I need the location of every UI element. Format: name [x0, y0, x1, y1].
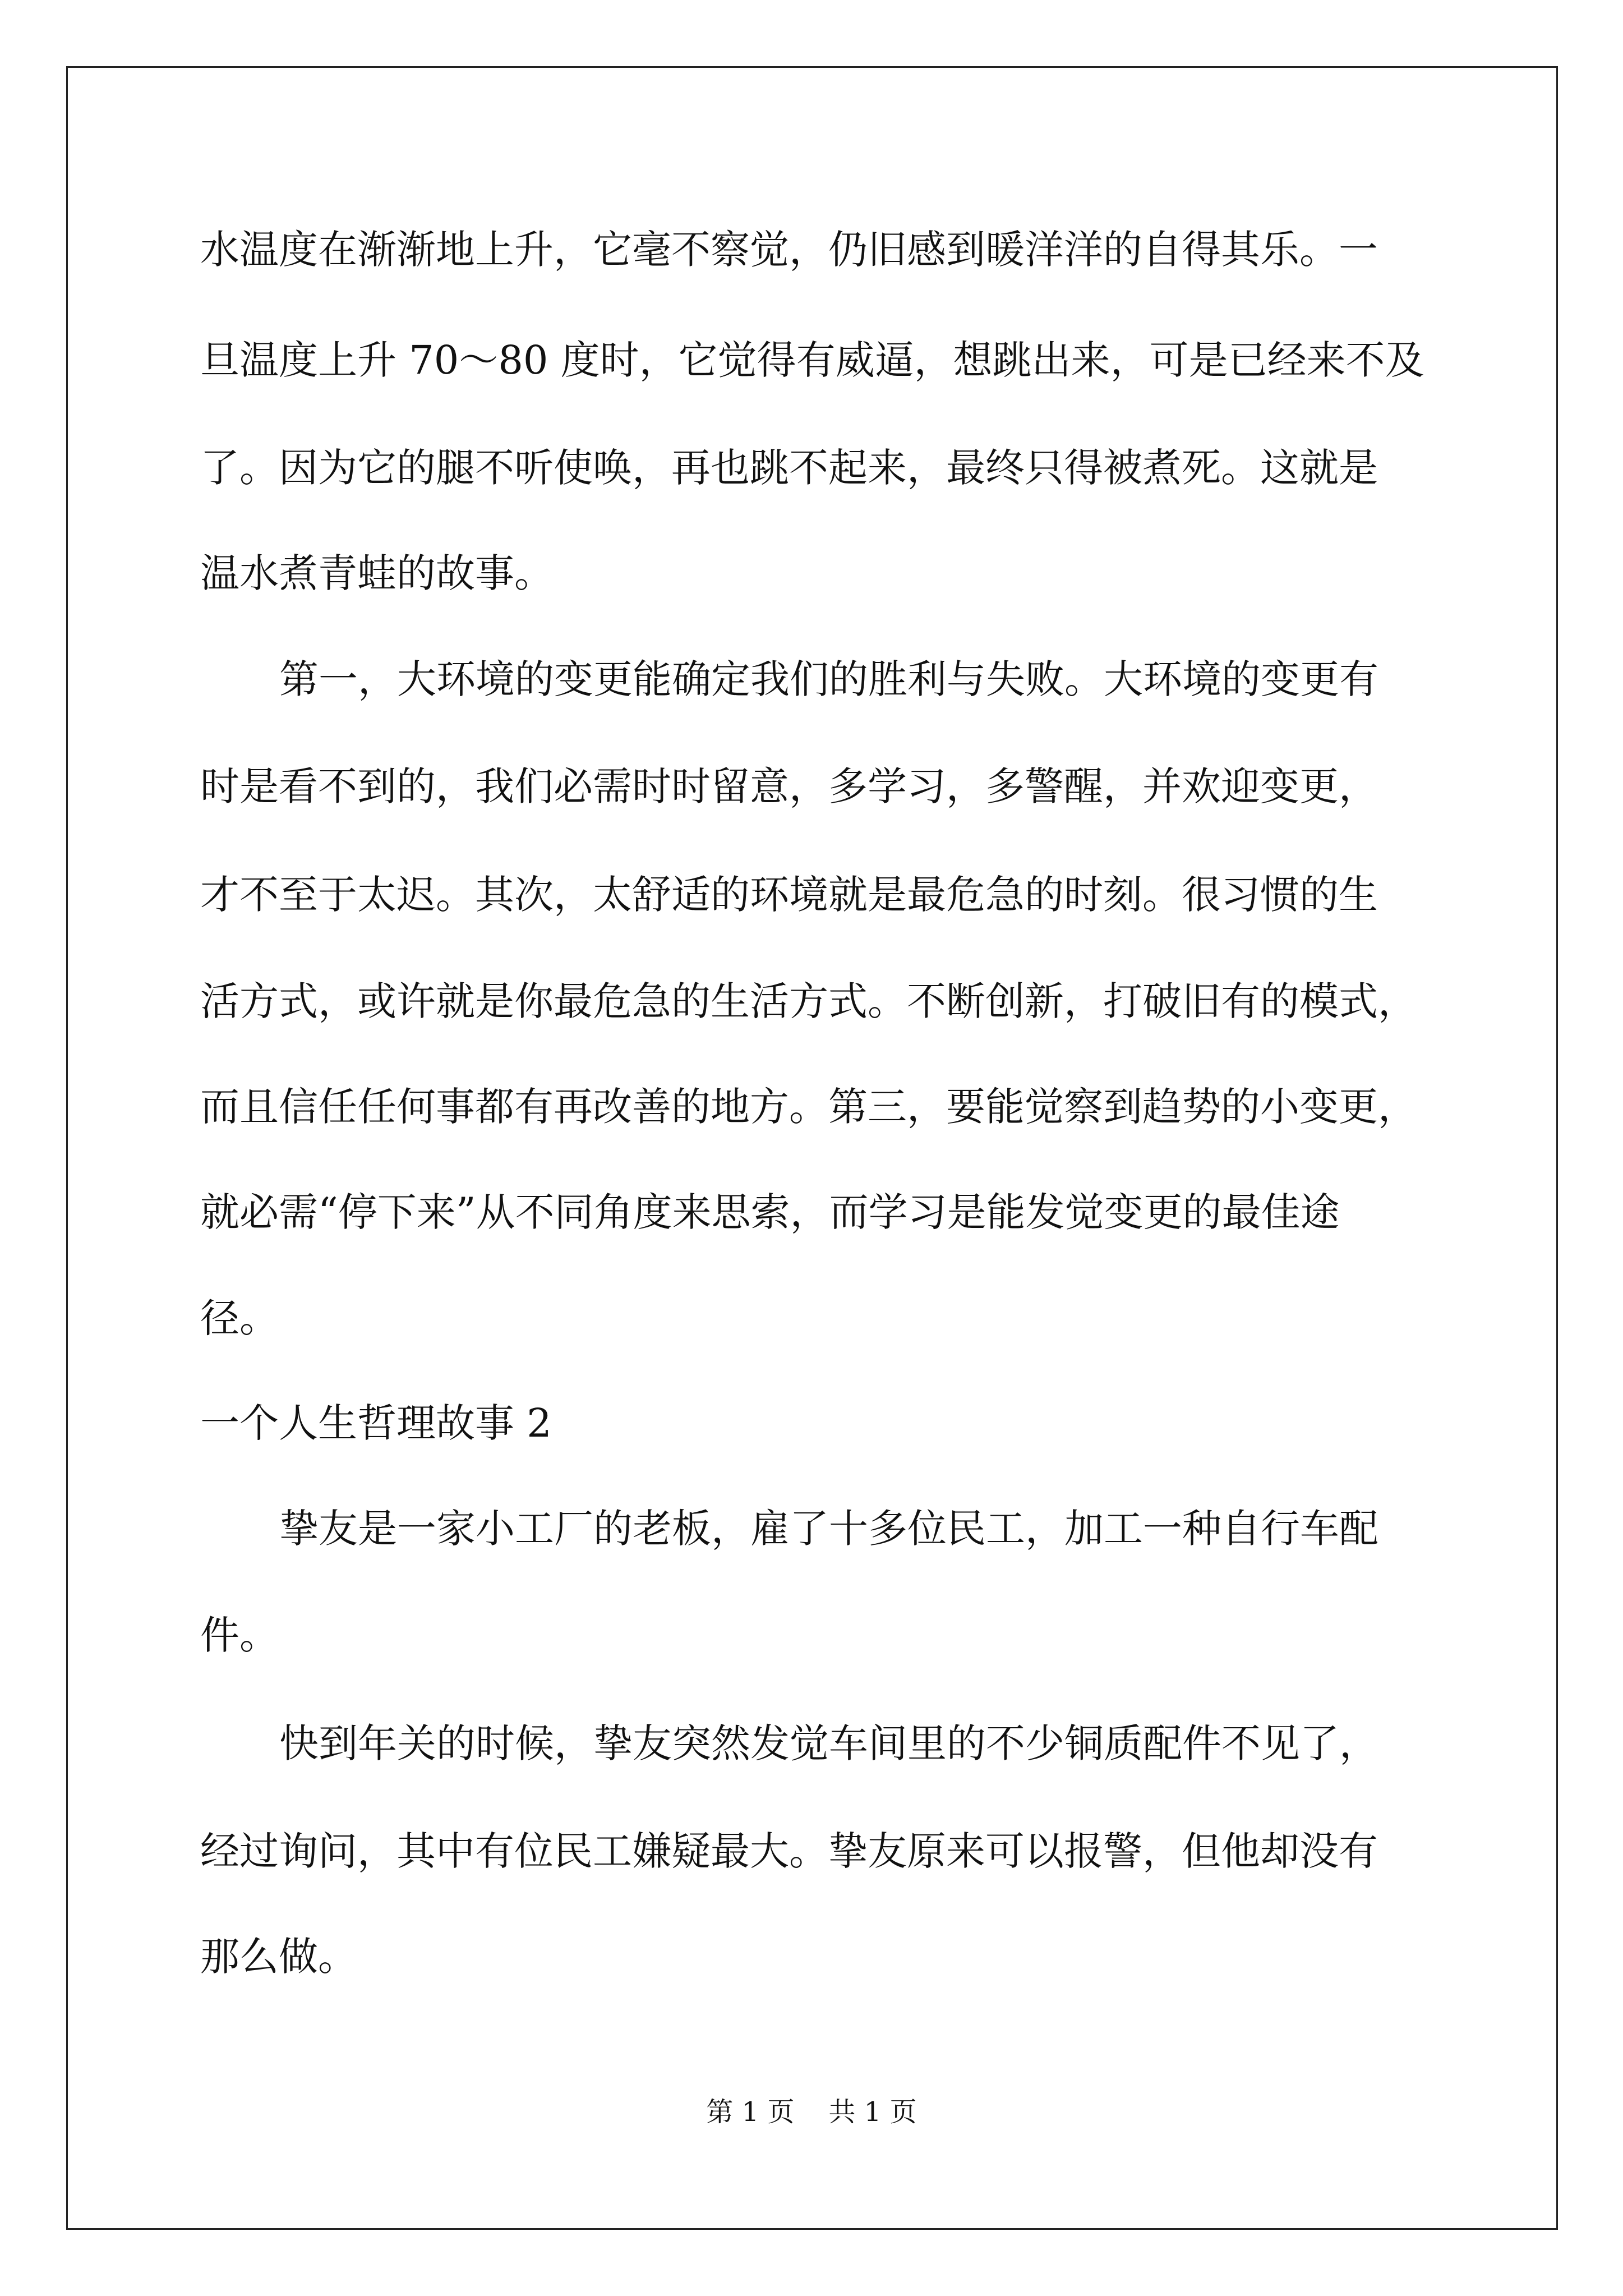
- paragraph-start-line: 快到年关的时候，挚友突然发觉车间里的不少铜质配件不见了，: [279, 1720, 1378, 1766]
- body-line: 才不至于太迟。其次，太舒适的环境就是最危急的时刻。很习惯的生: [200, 872, 1378, 918]
- body-line: 活方式，或许就是你最危急的生活方式。不断创新，打破旧有的模式，: [200, 978, 1417, 1024]
- section-heading: 一个人生哲理故事 2: [200, 1400, 552, 1446]
- paragraph-start-line: 第一，大环境的变更能确定我们的胜利与失败。大环境的变更有: [279, 656, 1378, 702]
- body-line: 水温度在渐渐地上升，它毫不察觉，仍旧感到暖洋洋的自得其乐。一: [200, 227, 1378, 273]
- page-number-footer: 第 1 页 共 1 页: [706, 2096, 917, 2128]
- body-line: 径。: [200, 1295, 279, 1341]
- body-line: 那么做。: [200, 1934, 357, 1980]
- body-line: 时是看不到的，我们必需时时留意，多学习，多警醒，并欢迎变更，: [200, 763, 1378, 809]
- body-line: 就必需“停下来”从不同角度来思索，而学习是能发觉变更的最佳途: [200, 1189, 1340, 1235]
- body-line: 而且信任任何事都有再改善的地方。第三，要能觉察到趋势的小变更，: [200, 1084, 1417, 1130]
- body-line: 旦温度上升 70～80 度时，它觉得有威逼，想跳出来，可是已经来不及: [200, 337, 1424, 383]
- body-line: 了。因为它的腿不听使唤，再也跳不起来，最终只得被煮死。这就是: [200, 445, 1378, 491]
- body-line: 件。: [200, 1612, 279, 1658]
- paragraph-start-line: 挚友是一家小工厂的老板，雇了十多位民工，加工一种自行车配: [279, 1506, 1378, 1552]
- body-line: 温水煮青蛙的故事。: [200, 550, 554, 596]
- body-line: 经过询问，其中有位民工嫌疑最大。挚友原来可以报警，但他却没有: [200, 1828, 1378, 1874]
- page-border: [66, 66, 1558, 2230]
